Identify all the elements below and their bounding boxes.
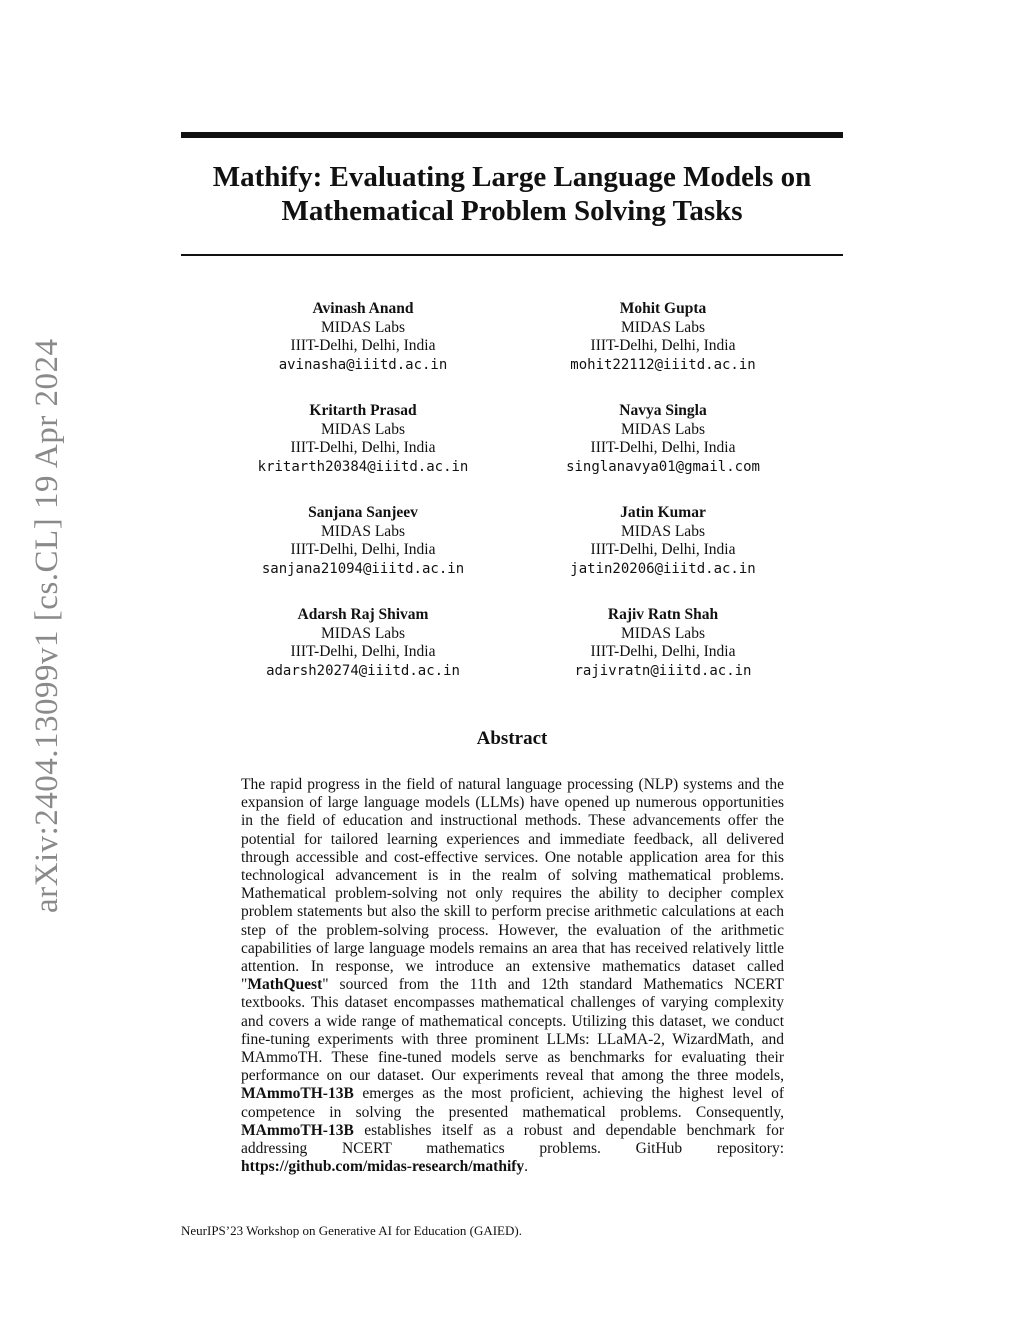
author-name: Adarsh Raj Shivam xyxy=(297,606,429,623)
author-name: Navya Singla xyxy=(619,402,707,419)
author-affiliation: MIDAS Labs xyxy=(321,522,405,540)
venue-footnote: NeurIPS’23 Workshop on Generative AI for Education (GAIED). xyxy=(181,1223,522,1238)
author-location: IIIT-Delhi, Delhi, India xyxy=(290,337,436,354)
author-email[interactable]: jatin20206@iiitd.ac.in xyxy=(570,560,756,577)
paper-title xyxy=(181,160,843,228)
author-email[interactable]: rajivratn@iiitd.ac.in xyxy=(574,662,752,679)
author-name: Jatin Kumar xyxy=(620,504,706,521)
author-email[interactable]: singlanavya01@gmail.com xyxy=(566,458,760,475)
author-name: Rajiv Ratn Shah xyxy=(607,606,719,623)
abstract-text: The rapid progress in the field of natural language processing (NLP) systems and the expansion of large language models (LLMs) have opened up numerous opportunities in the field of education and instructional methods. These advancements offer the potential for tailored learning experiences and immediate feedback, all delivered through accessible and cost-effective services. One notable application area for this technological advancement is in the realm of solving mathematical problems. Mathematical problem-solving not only requires the ability to decipher complex problem statements but also the skill to perform precise arithmetic calculations at each step of the problem-solving process. However, the evaluation of the arithmetic capabilities of large language models remains an area that has received relatively little attention. In response, we introduce an extensive mathematics dataset called " xyxy=(241,776,784,994)
title-rule-bottom xyxy=(181,254,843,256)
author-card xyxy=(503,504,823,578)
author-affiliation: MIDAS Labs xyxy=(621,318,705,336)
author-location: IIIT-Delhi, Delhi, India xyxy=(590,439,736,456)
author-affiliation: MIDAS Labs xyxy=(621,522,705,540)
author-name: Mohit Gupta xyxy=(619,300,707,317)
author-card xyxy=(203,402,523,476)
author-card xyxy=(503,606,823,680)
arxiv-side-stamp xyxy=(29,338,65,943)
author-location: IIIT-Delhi, Delhi, India xyxy=(290,643,436,660)
author-location: IIIT-Delhi, Delhi, India xyxy=(590,643,736,660)
author-card xyxy=(203,606,523,680)
abstract-body xyxy=(241,776,784,1176)
dataset-name: MathQuest xyxy=(247,976,323,994)
author-card xyxy=(203,300,523,374)
author-email[interactable]: sanjana21094@iiitd.ac.in xyxy=(261,560,465,577)
author-location: IIIT-Delhi, Delhi, India xyxy=(590,337,736,354)
author-location: IIIT-Delhi, Delhi, India xyxy=(590,541,736,558)
github-repo-link[interactable]: https://github.com/midas-research/mathify xyxy=(241,1158,525,1176)
arxiv-identifier: arXiv:2404.13099v1 [cs.CL] 19 Apr 2024 xyxy=(29,338,65,913)
abstract-text: " sourced from the 11th and 12th standard Mathematics NCERT textbooks. This dataset encompasses mathematical challenges of varying complexity and covers a wide range of mathematical concepts. Utilizing this dataset, we conduct fine-tuning experiments with three prominent LLMs: LLaMA-2, WizardMath, and MAmmoTH. These fine-tuned models serve as benchmarks for evaluating their performance on our dataset. Our experiments reveal that among the three models, xyxy=(241,976,784,1085)
model-name: MAmmoTH-13B xyxy=(241,1121,354,1139)
author-location: IIIT-Delhi, Delhi, India xyxy=(290,439,436,456)
abstract-text: . xyxy=(524,1158,529,1176)
title-line-2: Mathematical Problem Solving Tasks xyxy=(281,195,743,227)
author-name: Sanjana Sanjeev xyxy=(308,504,418,521)
author-name: Avinash Anand xyxy=(312,300,414,317)
author-name: Kritarth Prasad xyxy=(309,402,417,419)
author-email[interactable]: mohit22112@iiitd.ac.in xyxy=(570,356,756,373)
title-rule-top xyxy=(181,132,843,138)
author-card xyxy=(503,300,823,374)
abstract-text: establishes itself as a robust and dependable benchmark for addressing NCERT mathematics problems. GitHub repository: xyxy=(241,1121,784,1158)
model-name: MAmmoTH-13B xyxy=(241,1085,354,1103)
abstract-text: emerges as the most proficient, achieving the highest level of competence in solving the presented mathematical problems. Consequently, xyxy=(241,1085,784,1121)
author-card xyxy=(203,504,523,578)
author-card xyxy=(503,402,823,476)
abstract-heading: Abstract xyxy=(476,728,548,749)
author-email[interactable]: adarsh20274@iiitd.ac.in xyxy=(266,662,460,679)
author-affiliation: MIDAS Labs xyxy=(321,420,405,438)
author-affiliation: MIDAS Labs xyxy=(321,624,405,642)
author-affiliation: MIDAS Labs xyxy=(621,624,705,642)
author-affiliation: MIDAS Labs xyxy=(321,318,405,336)
author-email[interactable]: kritarth20384@iiitd.ac.in xyxy=(257,458,469,475)
author-email[interactable]: avinasha@iiitd.ac.in xyxy=(278,356,448,373)
title-line-1: Mathify: Evaluating Large Language Models on xyxy=(212,161,812,193)
author-location: IIIT-Delhi, Delhi, India xyxy=(290,541,436,558)
author-affiliation: MIDAS Labs xyxy=(621,420,705,438)
